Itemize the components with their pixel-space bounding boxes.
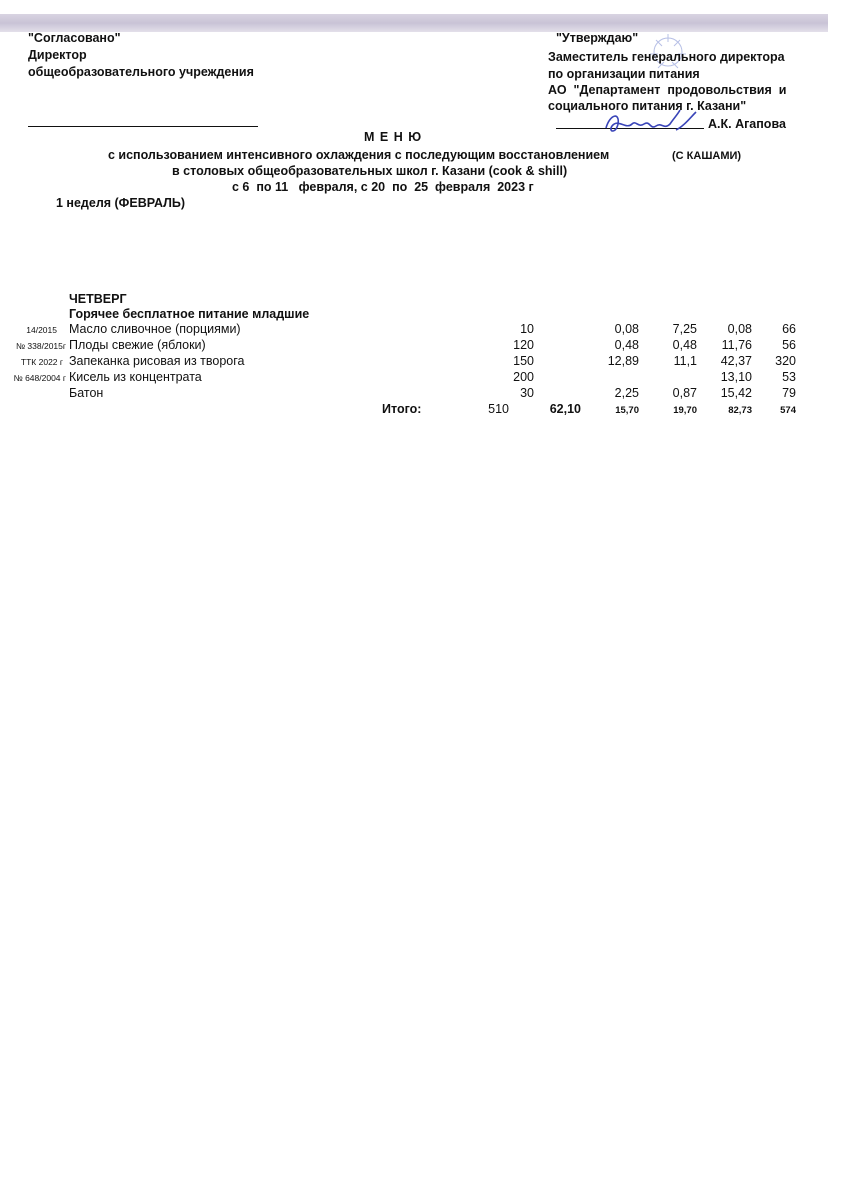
item-name: Масло сливочное (порциями) — [69, 322, 241, 336]
total-fat: 19,70 — [673, 405, 697, 416]
title-dates: с 6 по 11 февраля, с 20 по 25 февраля 2023 г — [232, 180, 534, 194]
table-row — [0, 338, 849, 354]
organization-label: общеобразовательного учреждения — [28, 65, 254, 79]
approver-position-line1: Заместитель генерального директора — [548, 50, 785, 64]
total-row — [0, 402, 849, 418]
item-code: ТТК 2022 г — [20, 357, 63, 367]
title-note: (С КАШАМИ) — [672, 150, 742, 162]
day-label: ЧЕТВЕРГ — [69, 292, 127, 306]
item-name: Запеканка рисовая из творога — [69, 354, 245, 368]
total-label: Итого: — [382, 402, 422, 416]
item-fat: 0,48 — [672, 338, 697, 352]
item-code: 14/2015 — [26, 325, 57, 335]
item-code: № 338/2015г — [15, 341, 66, 351]
approver-position-line2: по организации питания — [548, 67, 700, 81]
signer-name: А.К. Агапова — [708, 117, 786, 131]
week-label: 1 неделя (ФЕВРАЛЬ) — [56, 196, 186, 210]
item-name: Кисель из концентрата — [69, 370, 202, 384]
item-kcal: 66 — [782, 322, 796, 336]
item-name: Батон — [69, 386, 104, 400]
item-kcal: 56 — [782, 338, 796, 352]
item-protein: 12,89 — [607, 354, 639, 368]
total-weight: 510 — [488, 402, 509, 416]
item-fat: 0,87 — [672, 386, 697, 400]
item-name: Плоды свежие (яблоки) — [69, 338, 206, 352]
total-kcal: 574 — [780, 405, 796, 416]
item-protein: 2,25 — [614, 386, 639, 400]
item-carbs: 11,76 — [721, 338, 752, 352]
meal-label: Горячее бесплатное питание младшие — [69, 307, 310, 321]
total-price: 62,10 — [549, 402, 581, 416]
approver-position-line4: социального питания г. Казани" — [548, 99, 747, 113]
left-signature-line — [28, 126, 258, 127]
total-protein: 15,70 — [615, 405, 639, 416]
handwritten-signature — [600, 108, 710, 143]
item-kcal: 79 — [782, 386, 796, 400]
item-fat: 7,25 — [672, 322, 697, 336]
item-protein: 0,48 — [614, 338, 639, 352]
title-line1: с использованием интенсивного охлаждения с последующим восстановлением — [108, 148, 610, 162]
director-label: Директор — [28, 48, 87, 62]
item-weight: 200 — [513, 370, 534, 384]
title-line2: в столовых общеобразовательных школ г. Казани (cook & shill) — [172, 164, 568, 178]
approver-position-line3: АО "Департамент продовольствия и — [548, 83, 787, 97]
item-weight: 30 — [520, 386, 534, 400]
table-row — [0, 354, 849, 370]
approve-label: "Утверждаю" — [556, 31, 639, 45]
item-carbs: 15,42 — [720, 386, 752, 400]
total-carbs: 82,73 — [728, 405, 752, 416]
item-carbs: 13,10 — [720, 370, 752, 384]
item-code: № 648/2004 г — [13, 373, 66, 383]
table-row — [0, 322, 849, 338]
item-fat: 11,1 — [673, 354, 697, 368]
item-carbs: 0,08 — [727, 322, 752, 336]
item-carbs: 42,37 — [720, 354, 752, 368]
item-weight: 150 — [513, 354, 534, 368]
item-weight: 120 — [513, 338, 534, 352]
table-row — [0, 370, 849, 386]
item-weight: 10 — [520, 322, 534, 336]
item-protein: 0,08 — [614, 322, 639, 336]
agreed-label: "Согласовано" — [28, 31, 121, 45]
table-row — [0, 386, 849, 402]
menu-title: М Е Н Ю — [364, 130, 423, 144]
item-kcal: 320 — [775, 354, 796, 368]
item-kcal: 53 — [782, 370, 796, 384]
